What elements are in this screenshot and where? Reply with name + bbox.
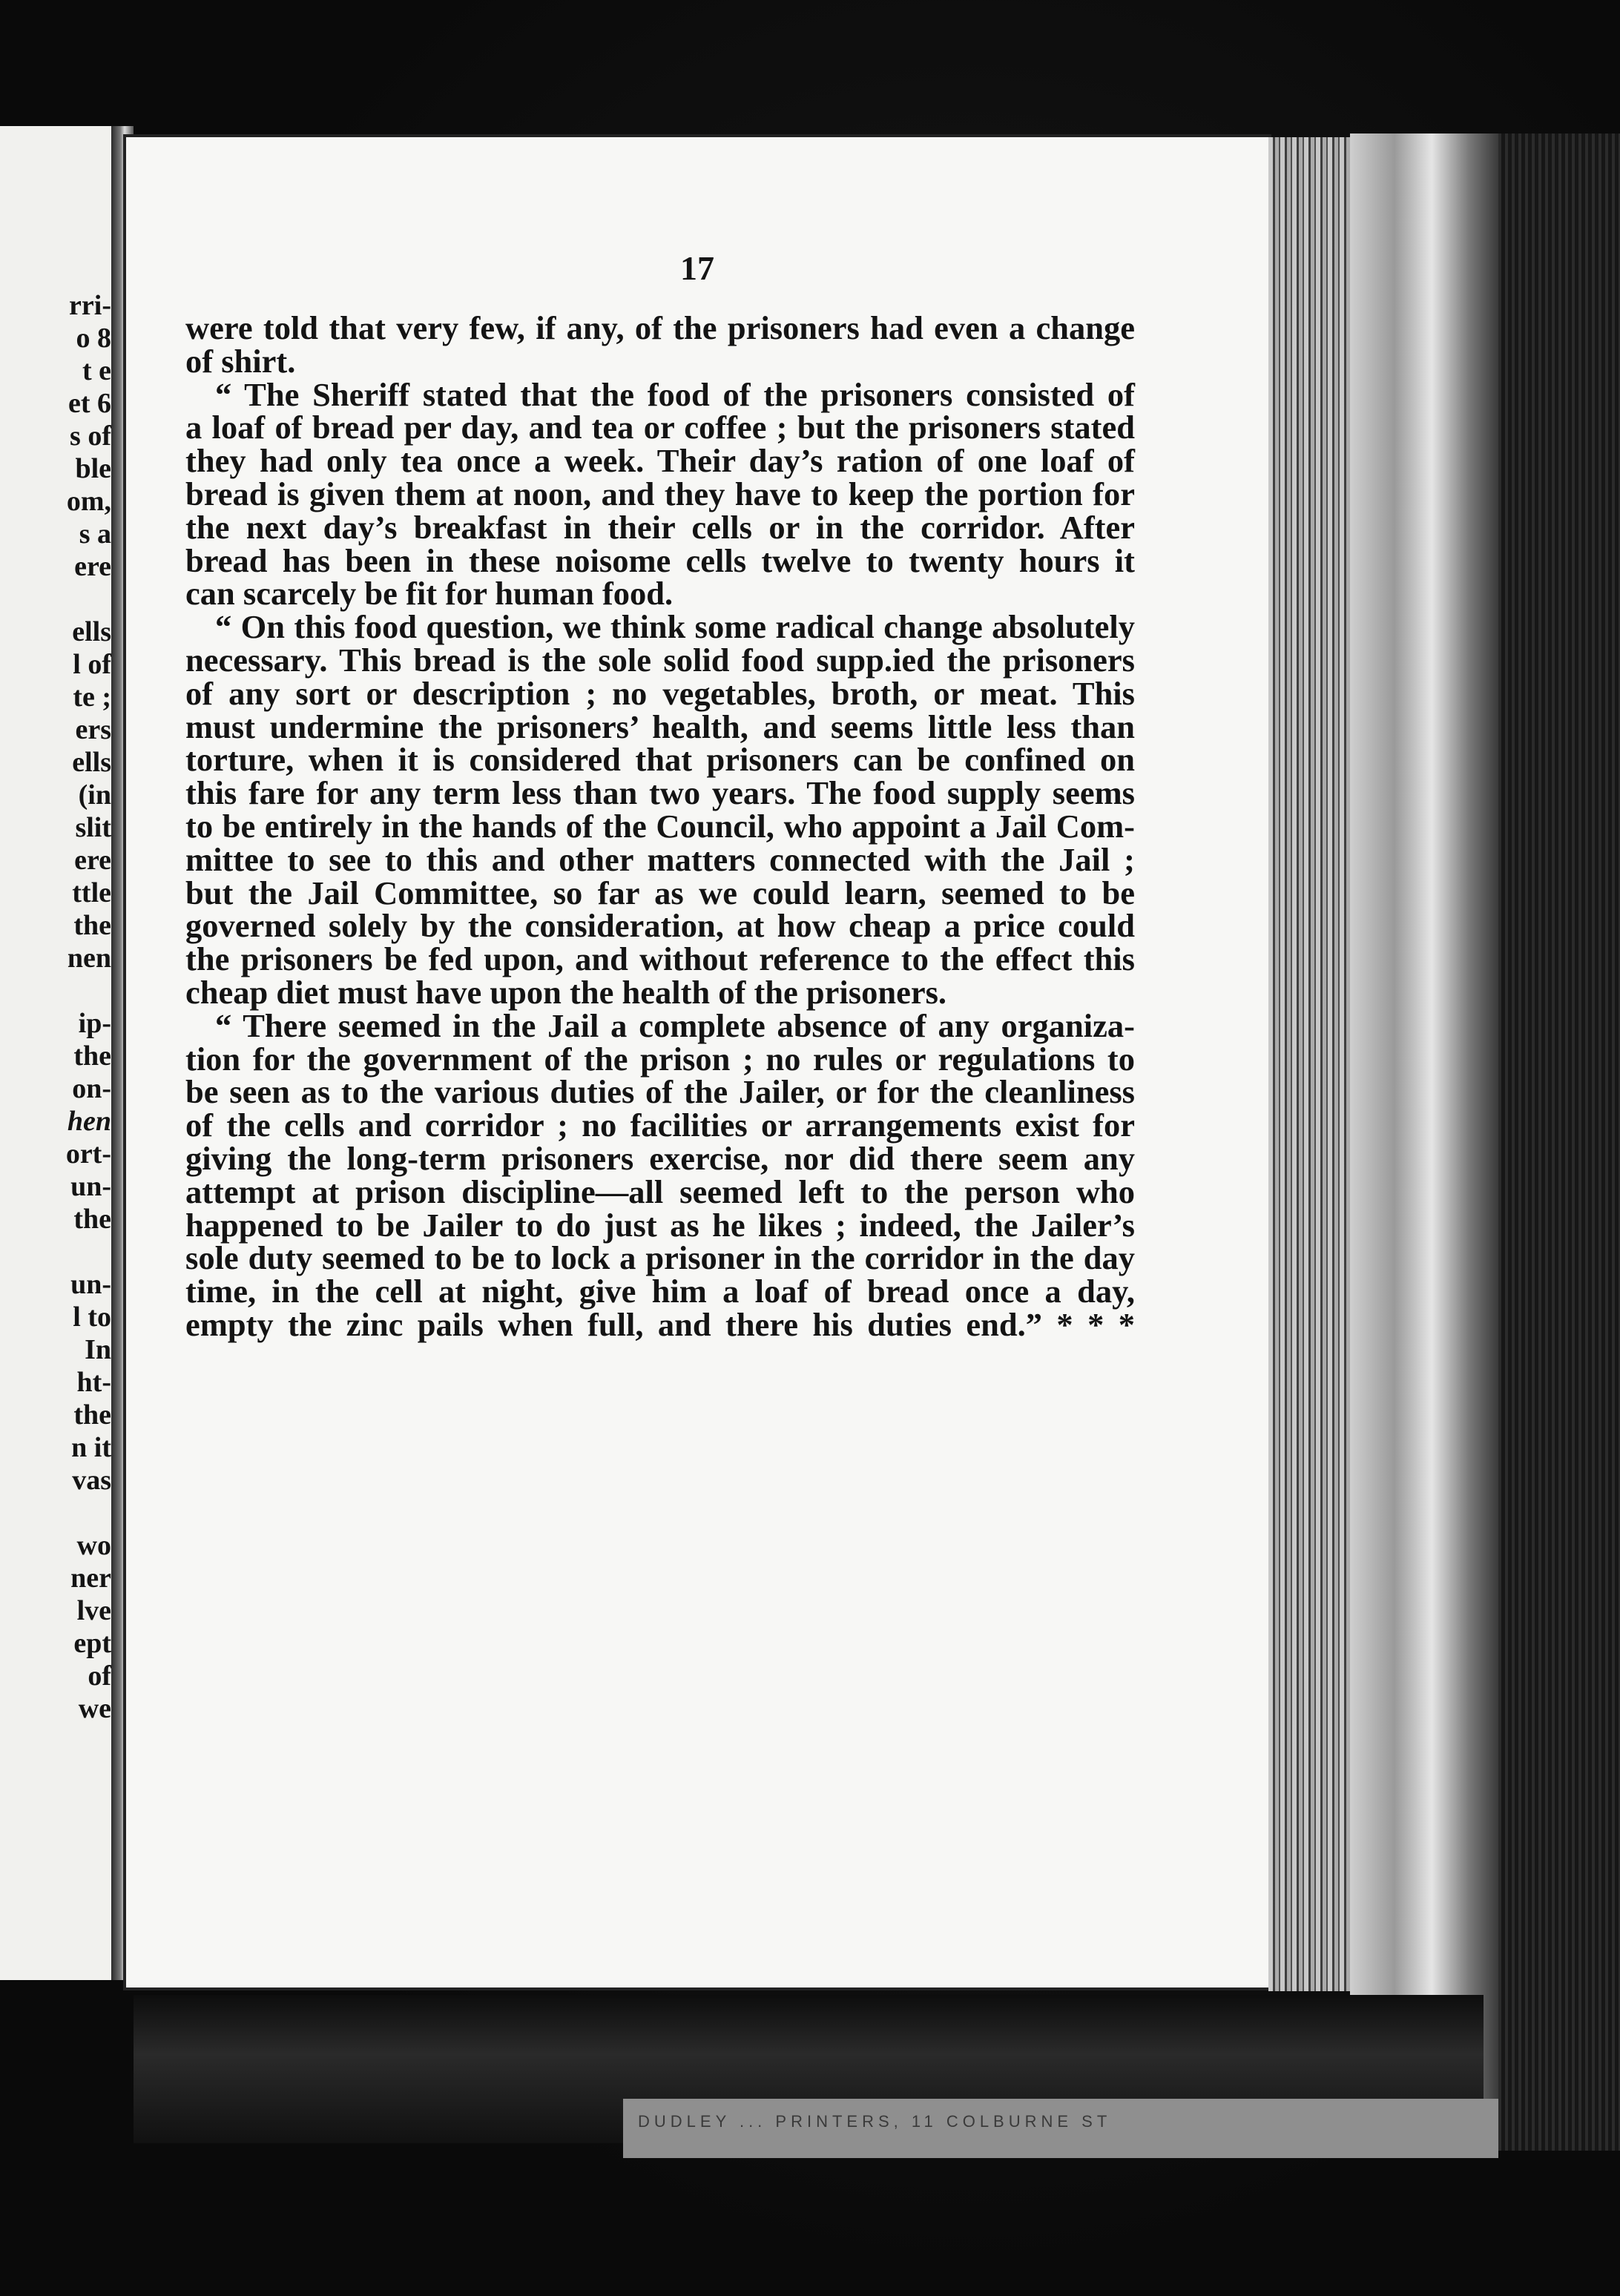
facing-line: o 8 bbox=[76, 323, 111, 354]
book-board bbox=[1498, 133, 1620, 2151]
text-line: bread is given them at noon, and they have to keep the portion for bbox=[185, 475, 1135, 512]
text-line: torture, when it is considered that prisoners can be confined on bbox=[185, 741, 1135, 779]
facing-line: nen bbox=[67, 943, 111, 974]
text-line: be seen as to the various duties of the Jailer, or for the cleanliness bbox=[185, 1073, 1135, 1111]
facing-line: om, bbox=[66, 486, 111, 517]
text-line: of shirt. bbox=[185, 342, 296, 380]
text-line: necessary. This bread is the sole solid food supp.ied the prisoners bbox=[185, 641, 1135, 679]
text-line: giving the long-term prisoners exercise, nor did there seem any bbox=[185, 1139, 1135, 1177]
text-line: of the cells and corridor ; no facilities or arrangements exist for bbox=[185, 1106, 1135, 1144]
book-cover-edge bbox=[1350, 133, 1498, 2151]
facing-line: l of bbox=[73, 649, 111, 680]
facing-line: s of bbox=[70, 420, 111, 452]
text-line: empty the zinc pails when full, and there his duties end.” * * * bbox=[185, 1305, 1135, 1343]
book-page bbox=[126, 137, 1268, 1987]
page-edges bbox=[1268, 137, 1350, 1991]
facing-line: slit bbox=[75, 812, 111, 843]
facing-page-left bbox=[0, 126, 116, 1980]
text-line: bread has been in these noisome cells twelve to twenty hours it bbox=[185, 541, 1135, 579]
facing-line: on- bbox=[72, 1073, 111, 1104]
facing-line: ers bbox=[75, 714, 111, 745]
facing-line bbox=[6, 583, 111, 616]
facing-line: (in bbox=[78, 779, 111, 811]
facing-line: ort- bbox=[65, 1138, 111, 1170]
facing-line: the bbox=[73, 1204, 111, 1235]
facing-line: hen bbox=[67, 1106, 111, 1137]
facing-line: ere bbox=[74, 551, 111, 582]
page-body-text bbox=[185, 311, 1135, 1342]
text-line: mittee to see to this and other matters connected with the Jail ; bbox=[185, 840, 1135, 878]
text-line: cheap diet must have upon the health of the prisoners. bbox=[185, 973, 947, 1011]
facing-line: ells bbox=[72, 747, 111, 778]
facing-line: ner bbox=[70, 1563, 111, 1594]
text-line: but the Jail Committee, so far as we could learn, seemed to be bbox=[185, 874, 1135, 911]
facing-line: et 6 bbox=[68, 388, 111, 419]
facing-line: un- bbox=[70, 1269, 111, 1300]
text-line: they had only tea once a week. Their day’s ration of one loaf of bbox=[185, 442, 1135, 480]
text-line: of any sort or description ; no vegetables, broth, or meat. This bbox=[185, 674, 1135, 712]
facing-line: lve bbox=[76, 1595, 111, 1626]
text-line: the prisoners be fed upon, and without reference to the effect this bbox=[185, 940, 1135, 978]
text-line: tion for the government of the prison ; no rules or regulations to bbox=[185, 1040, 1135, 1078]
text-line: “ There seemed in the Jail a complete absence of any organiza- bbox=[215, 1006, 1135, 1044]
facing-line: the bbox=[73, 1399, 111, 1431]
printer-imprint: DUDLEY ... PRINTERS, 11 COLBURNE ST bbox=[638, 2112, 1112, 2131]
text-line: can scarcely be fit for human food. bbox=[185, 575, 674, 613]
facing-page-text bbox=[6, 289, 111, 1725]
text-line: “ On this food question, we think some radical change absolutely bbox=[215, 608, 1135, 646]
text-line: the next day’s breakfast in their cells or in the corridor. After bbox=[185, 508, 1135, 546]
facing-line: rri- bbox=[69, 290, 111, 321]
facing-line: l to bbox=[73, 1302, 111, 1333]
text-line: attempt at prison discipline—all seemed left to the person who bbox=[185, 1172, 1135, 1210]
facing-line: we bbox=[78, 1693, 111, 1724]
facing-line bbox=[6, 1497, 111, 1529]
facing-line: the bbox=[73, 910, 111, 941]
facing-line: ttle bbox=[72, 877, 111, 908]
text-line: were told that very few, if any, of the prisoners had even a change bbox=[185, 309, 1135, 346]
facing-line: wo bbox=[76, 1530, 111, 1561]
facing-line: ells bbox=[72, 616, 111, 647]
text-line: sole duty seemed to be to lock a prisoner in the corridor in the day bbox=[185, 1239, 1135, 1277]
facing-line: ble bbox=[75, 453, 111, 484]
facing-line: the bbox=[73, 1040, 111, 1072]
facing-line: t e bbox=[82, 355, 111, 386]
text-line: to be entirely in the hands of the Council, who appoint a Jail Com- bbox=[185, 807, 1135, 845]
facing-line: In bbox=[85, 1334, 111, 1365]
text-line: this fare for any term less than two years. The food supply seems bbox=[185, 774, 1135, 812]
text-line: time, in the cell at night, give him a loaf of bread once a day, bbox=[185, 1273, 1135, 1310]
text-line: “ The Sheriff stated that the food of the prisoners consisted of bbox=[215, 375, 1135, 413]
text-line: a loaf of bread per day, and tea or coffee ; but the prisoners stated bbox=[185, 409, 1135, 446]
text-line: must undermine the prisoners’ health, and seems little less than bbox=[185, 707, 1135, 745]
facing-line: vas bbox=[72, 1465, 111, 1496]
facing-line: ere bbox=[74, 845, 111, 876]
facing-line: ip- bbox=[78, 1008, 111, 1039]
text-line: governed solely by the consideration, at how cheap a price could bbox=[185, 907, 1135, 945]
facing-line: ht- bbox=[76, 1367, 111, 1398]
facing-line: ept bbox=[73, 1628, 111, 1659]
facing-line bbox=[6, 1236, 111, 1268]
page-number: 17 bbox=[680, 249, 714, 287]
facing-line bbox=[6, 974, 111, 1007]
facing-line: un- bbox=[70, 1171, 111, 1202]
facing-line: of bbox=[88, 1660, 111, 1692]
facing-line: te ; bbox=[73, 682, 111, 713]
text-line: happened to be Jailer to do just as he likes ; indeed, the Jailer’s bbox=[185, 1206, 1135, 1244]
facing-line: s a bbox=[79, 518, 111, 550]
facing-line: n it bbox=[71, 1432, 111, 1463]
